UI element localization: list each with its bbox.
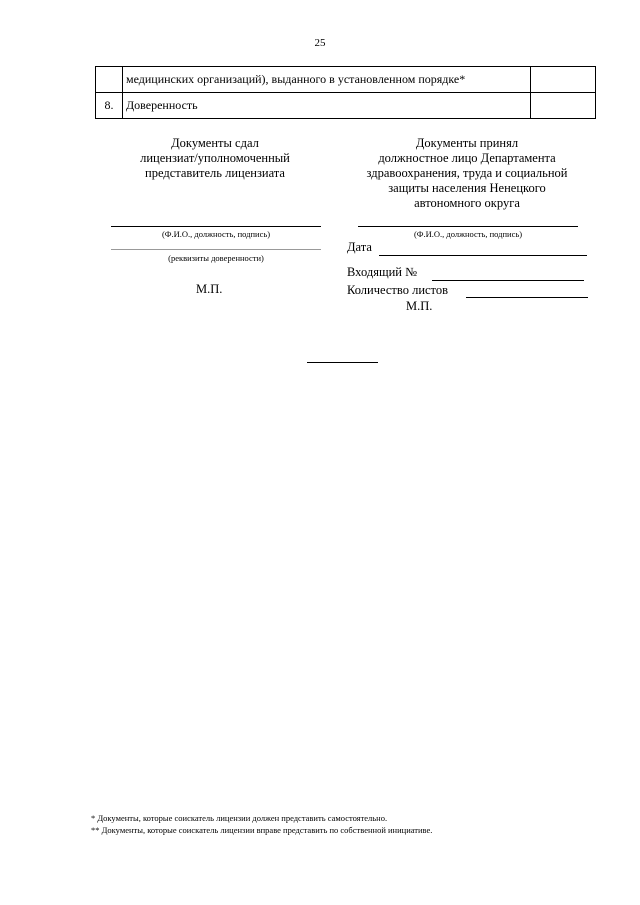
page-number: 25: [314, 37, 326, 49]
documents-table: [95, 66, 596, 119]
submitter-stamp: М.П.: [196, 282, 223, 296]
receiver-stamp: М.П.: [406, 299, 433, 313]
submitter-heading-line: представитель лицензиата: [145, 166, 285, 180]
submitter-fio-caption: (Ф.И.О., должность, подпись): [161, 229, 271, 239]
submitter-heading-line: Документы сдал: [171, 136, 259, 150]
table-row: [96, 67, 596, 93]
submitter-signature-line: [111, 226, 321, 227]
incoming-line: [432, 280, 584, 281]
row-text: Доверенность: [123, 93, 531, 119]
row-number: 8.: [96, 93, 123, 119]
receiver-heading: [340, 136, 594, 211]
receiver-heading-line: автономного округа: [414, 196, 520, 210]
date-label: Дата: [347, 240, 372, 254]
table-row: [96, 93, 596, 119]
sheets-line: [466, 297, 588, 298]
requisites-line: [111, 249, 321, 250]
footnote: ** Документы, которые соискатель лицензии вправе представить по собственной инициативе.: [91, 825, 433, 835]
receiver-fio-caption: (Ф.И.О., должность, подпись): [413, 229, 523, 239]
sheets-label: Количество листов: [347, 283, 449, 297]
date-line: [379, 255, 587, 256]
receiver-signature-line: [358, 226, 578, 227]
requisites-caption: (реквизиты доверенности): [168, 253, 264, 263]
submitter-heading: [110, 136, 320, 181]
row-number: [96, 67, 123, 93]
footnote: * Документы, которые соискатель лицензии должен представить самостоятельно.: [91, 813, 388, 823]
row-extra-cell: [531, 67, 596, 93]
separator-line: [307, 362, 378, 363]
row-extra-cell: [531, 93, 596, 119]
row-text: медицинских организаций), выданного в установленном порядке*: [123, 67, 531, 93]
submitter-heading-line: лицензиат/уполномоченный: [140, 151, 290, 165]
receiver-heading-line: защиты населения Ненецкого: [388, 181, 546, 195]
receiver-heading-line: должностное лицо Департамента: [378, 151, 556, 165]
receiver-heading-line: Документы принял: [415, 136, 519, 150]
incoming-label: Входящий №: [347, 265, 418, 279]
receiver-heading-line: здравоохранения, труда и социальной: [366, 166, 568, 180]
